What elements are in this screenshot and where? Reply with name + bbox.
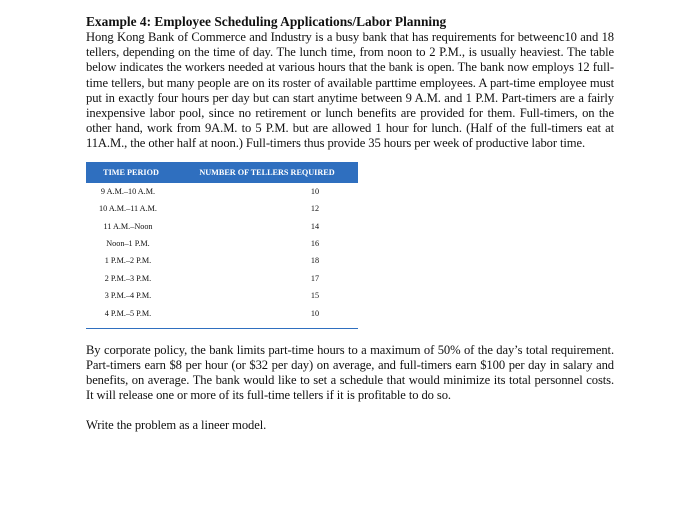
tellers-cell: 10 [310, 186, 320, 196]
time-period-cell: 9 A.M.–10 A.M. [100, 186, 156, 196]
table-row [86, 200, 358, 217]
table-header-row [86, 162, 358, 183]
tellers-cell: 17 [310, 273, 320, 283]
header-time-period: TIME PERIOD [86, 162, 176, 183]
table-row [86, 235, 358, 252]
time-period-cell: 10 A.M.–11 A.M. [99, 204, 157, 214]
policy-paragraph: By corporate policy, the bank limits part-time hours to a maximum of 50% of the day’s total requirement. Part-timers earn $8 per hour (or $32 per day) on average, and full-timers earn $100 per day in salary and benefits, on average. The bank would like to set a schedule that would minimize its total personnel costs. It will release one or more of its full-time tellers if it is profitable to do so. [86, 342, 614, 403]
time-period-cell: 1 P.M.–2 P.M. [104, 256, 152, 266]
example-title: Example 4: Employee Scheduling Applications/Labor Planning [86, 14, 447, 29]
time-period-cell: 2 P.M.–3 P.M. [104, 273, 152, 283]
schedule-table [86, 162, 358, 322]
teller-requirements-table [86, 162, 358, 329]
table-row [86, 252, 358, 269]
table-row [86, 270, 358, 287]
intro-paragraph: Hong Kong Bank of Commerce and Industry is a busy bank that has requirements for betweenc10 and 18 tellers, depending on the time of day. The lunch time, from noon to 2 P.M., is usually heaviest. The table below indicates the workers needed at various hours that the bank is open. The bank now employs 12 full-time tellers, but many people are on its roster of available parttime employees. A part-time employee must put in exactly four hours per day but can start anytime between 9 A.M. and 1 P.M. Part-timers are a fairly inexpensive labor pool, since no retirement or lunch benefits are provided for them. Full-timers, on the other hand, work from 9A.M. to 5 P.M. but are allowed 1 hour for lunch. (Half of the full-timers eat at 11A.M., the other half at noon.) Full-timers thus provide 35 hours per week of productive labor time. [86, 30, 614, 151]
tellers-cell: 10 [310, 308, 320, 318]
question-text: Write the problem as a lineer model. [86, 417, 267, 432]
tellers-cell: 15 [310, 291, 320, 301]
table-row [86, 287, 358, 304]
tellers-cell: 12 [310, 204, 320, 214]
header-tellers-required: NUMBER OF TELLERS REQUIRED [176, 162, 358, 183]
time-period-cell: Noon–1 P.M. [106, 238, 150, 248]
tellers-cell: 14 [310, 221, 320, 231]
time-period-cell: 11 A.M.–Noon [103, 221, 153, 231]
table-row [86, 183, 358, 200]
time-period-cell: 4 P.M.–5 P.M. [104, 308, 152, 318]
table-row [86, 217, 358, 234]
table-row [86, 304, 358, 321]
time-period-cell: 3 P.M.–4 P.M. [104, 291, 152, 301]
tellers-cell: 16 [310, 238, 320, 248]
tellers-cell: 18 [310, 256, 320, 266]
table-bottom-rule [86, 328, 358, 329]
